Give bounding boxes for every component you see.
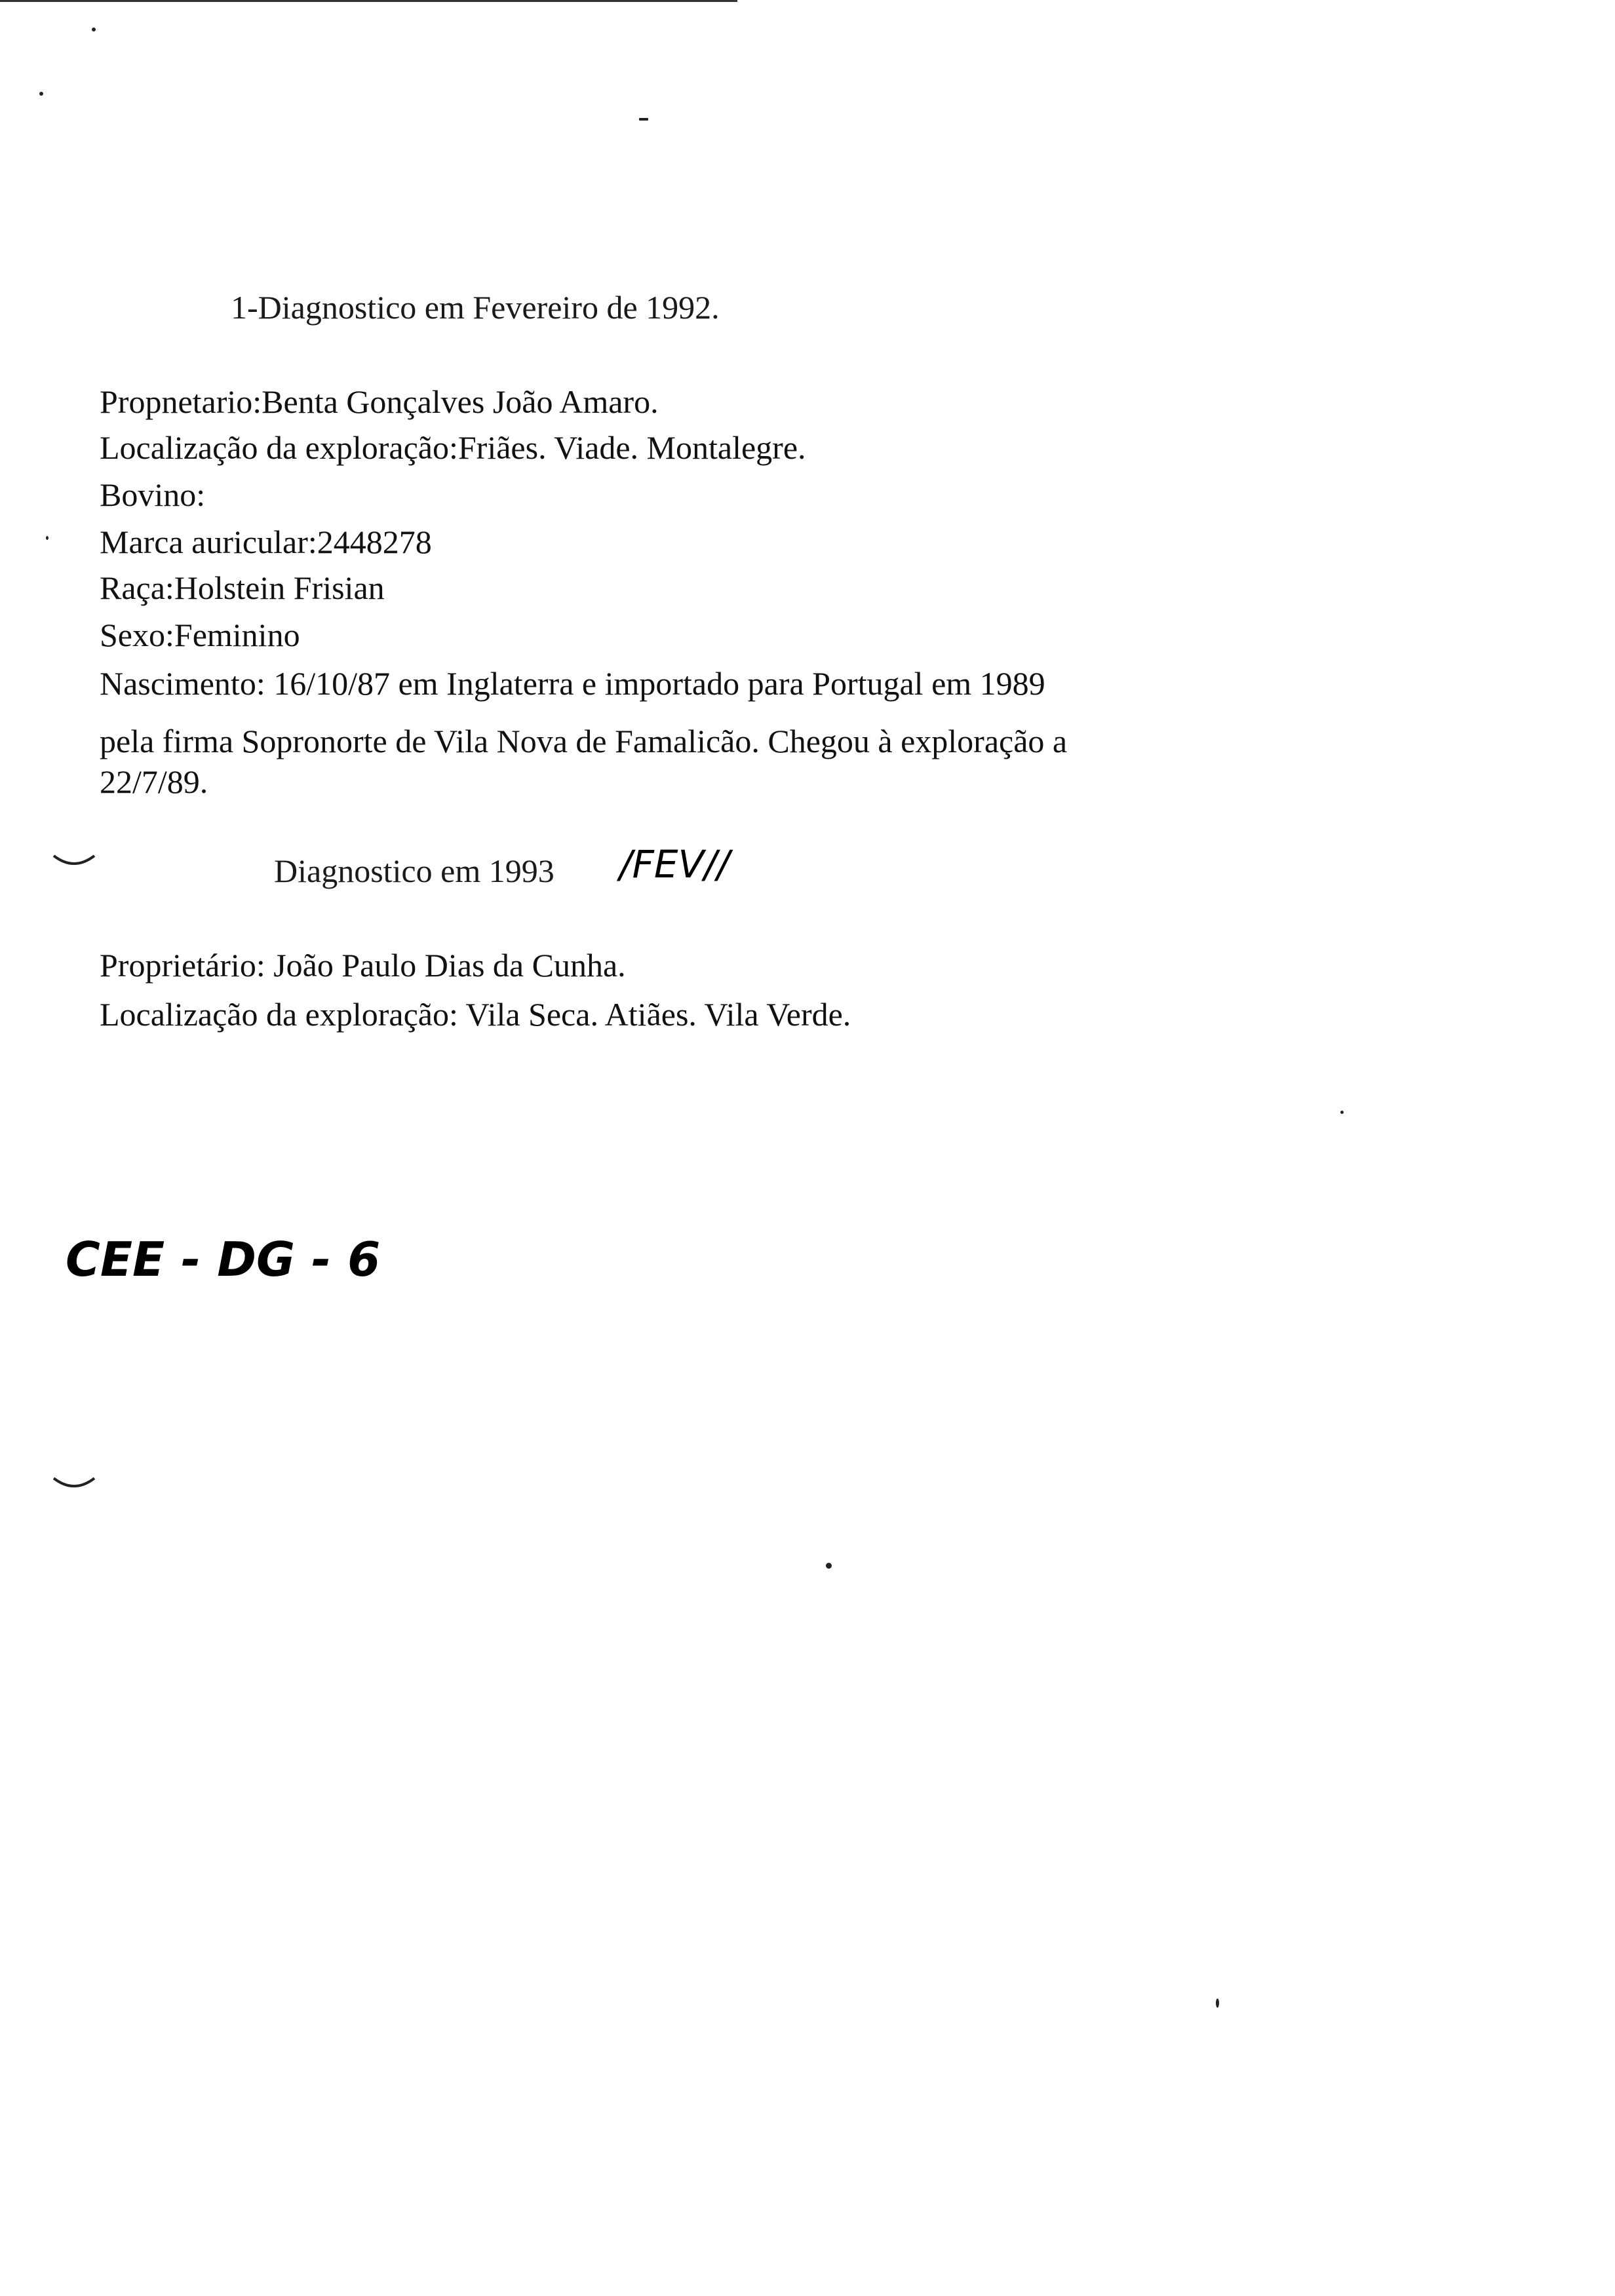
scan-speck [46,536,49,540]
scan-speck [826,1563,832,1569]
birth-line-cont: pela firma Sopronorte de Vila Nova de Famalicão. Chegou à exploração a [100,723,1068,759]
arrival-date-line: 22/7/89. [100,763,208,800]
scan-speck [39,92,43,96]
section2-heading: Diagnostico em 1993 [274,852,555,889]
scan-edge-line [0,0,737,2]
location-line-2: Localização da exploração: Vila Seca. Atiães. Vila Verde. [100,996,851,1033]
reference-code: CEE - DG - 6 [66,1232,381,1287]
scan-speck [639,118,648,121]
scan-speck [1216,1999,1219,2008]
breed-line: Raça:Holstein Frisian [100,569,385,606]
punch-hole-mark [51,852,97,875]
bovine-label: Bovino: [100,476,206,513]
scan-speck [1340,1111,1344,1114]
owner-line-2: Proprietário: João Paulo Dias da Cunha. [100,947,626,984]
scan-speck [92,28,96,31]
owner-line: Propnetario:Benta Gonçalves João Amaro. [100,383,659,420]
handwritten-date-annotation: /FEV// [619,842,730,887]
section1-heading: 1-Diagnostico em Fevereiro de 1992. [231,289,720,326]
punch-hole-mark [51,1474,97,1498]
birth-line: Nascimento: 16/10/87 em Inglaterra e importado para Portugal em 1989 [100,665,1045,702]
location-line: Localização da exploração:Friães. Viade. Montalegre. [100,429,806,466]
sex-line: Sexo:Feminino [100,617,300,653]
ear-tag-line: Marca auricular:2448278 [100,524,432,560]
